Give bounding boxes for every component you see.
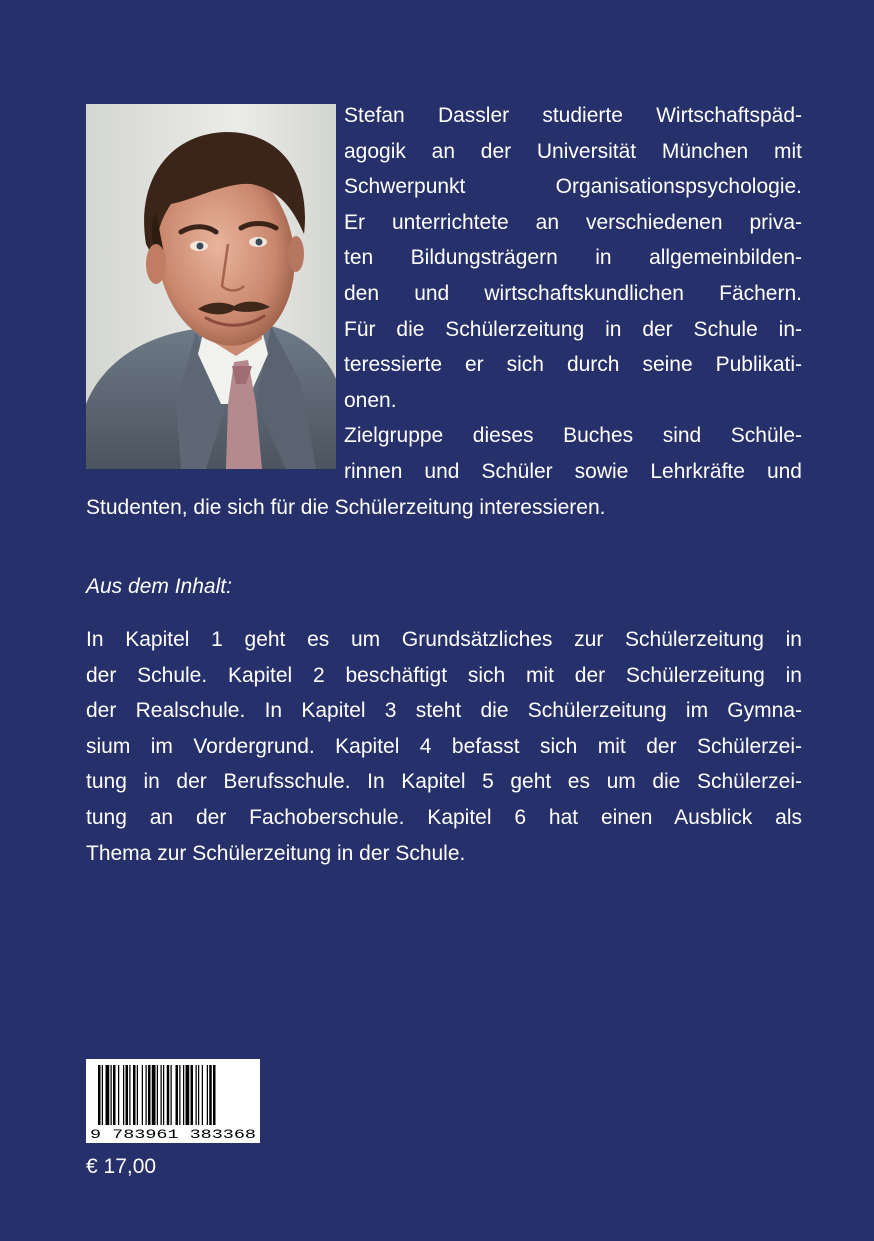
- bio-line: Stefan Dassler studierte Wirtschaftspäd-: [344, 104, 802, 127]
- barcode-bar: [191, 1065, 194, 1125]
- contents-line: tung an der Fachoberschule. Kapitel 6 hat einen Ausblick als: [86, 805, 802, 829]
- bio-line: ten Bildungsträgern in allgemeinbilden-: [344, 246, 802, 270]
- barcode-bar: [142, 1065, 143, 1125]
- bio-line: Zielgruppe dieses Buches sind Schüle-: [344, 424, 802, 448]
- barcode-bar: [111, 1065, 112, 1125]
- bio-last-line-block: [86, 490, 802, 526]
- barcode-bar: [118, 1065, 119, 1125]
- barcode-graphic: [86, 1059, 260, 1143]
- contents-heading: Aus dem Inhalt:: [86, 575, 232, 598]
- barcode-bar: [152, 1065, 156, 1125]
- barcode-bar: [209, 1065, 212, 1125]
- author-portrait: [86, 104, 336, 469]
- bio-line: Schwerpunkt Organisationspsychologie.: [344, 175, 802, 199]
- barcode-bar: [171, 1065, 172, 1125]
- bio-last-line: Studenten, die sich für die Schülerzeitung interessieren.: [86, 496, 606, 519]
- barcode-bar: [106, 1065, 110, 1125]
- contents-paragraph: [86, 622, 802, 871]
- bio-line: agogik an der Universität München mit: [344, 139, 802, 163]
- barcode-bar: [126, 1065, 129, 1125]
- author-bio: [344, 98, 802, 490]
- barcode-bar: [102, 1065, 103, 1125]
- barcode-bar: [146, 1065, 147, 1125]
- barcode-bar: [137, 1065, 138, 1125]
- bio-line: teressierte er sich durch seine Publikati-: [344, 353, 802, 377]
- contents-line: tung in der Berufsschule. In Kapitel 5 geht es um die Schülerzei-: [86, 770, 802, 794]
- contents-line: der Realschule. In Kapitel 3 steht die Schülerzeitung im Gymna-: [86, 699, 802, 723]
- barcode-bar: [123, 1065, 124, 1125]
- barcode-bar: [176, 1065, 179, 1125]
- bio-line: Für die Schülerzeitung in der Schule in-: [344, 317, 802, 341]
- barcode-bar: [98, 1065, 101, 1125]
- barcode-bar: [196, 1065, 197, 1125]
- barcode-bar: [207, 1065, 208, 1125]
- bio-line: rinnen und Schüler sowie Lehrkräfte und: [344, 459, 802, 483]
- contents-line: der Schule. Kapitel 2 beschäftigt sich mit der Schülerzeitung in: [86, 663, 802, 687]
- barcode-bar: [202, 1065, 203, 1125]
- barcode-bar: [129, 1065, 130, 1125]
- contents-line: Thema zur Schülerzeitung in der Schule.: [86, 841, 466, 865]
- price: € 17,00: [86, 1155, 157, 1178]
- barcode-bar: [183, 1065, 184, 1125]
- bio-line: Er unterrichtete an verschiedenen priva-: [344, 210, 802, 234]
- bio-line: den und wirtschaftskundlichen Fächern.: [344, 281, 802, 305]
- barcode-bar: [186, 1065, 190, 1125]
- barcode-bar: [148, 1065, 151, 1125]
- barcode-bar: [133, 1065, 136, 1125]
- contents-line: sium im Vordergrund. Kapitel 4 befasst sich mit der Schülerzei-: [86, 734, 802, 758]
- barcode-bar: [198, 1065, 199, 1125]
- barcode-bar: [113, 1065, 116, 1125]
- barcode-bar: [157, 1065, 158, 1125]
- isbn-barcode: [86, 1059, 260, 1143]
- barcode-bar: [213, 1065, 216, 1125]
- bio-line: onen.: [344, 388, 397, 412]
- barcode-bar: [163, 1065, 164, 1125]
- isbn-digits: 9 783961 383368: [90, 1128, 256, 1142]
- barcode-bar: [167, 1065, 170, 1125]
- barcode-bar: [161, 1065, 162, 1125]
- barcode-bar: [179, 1065, 180, 1125]
- contents-line: In Kapitel 1 geht es um Grundsätzliches zur Schülerzeitung in: [86, 628, 802, 651]
